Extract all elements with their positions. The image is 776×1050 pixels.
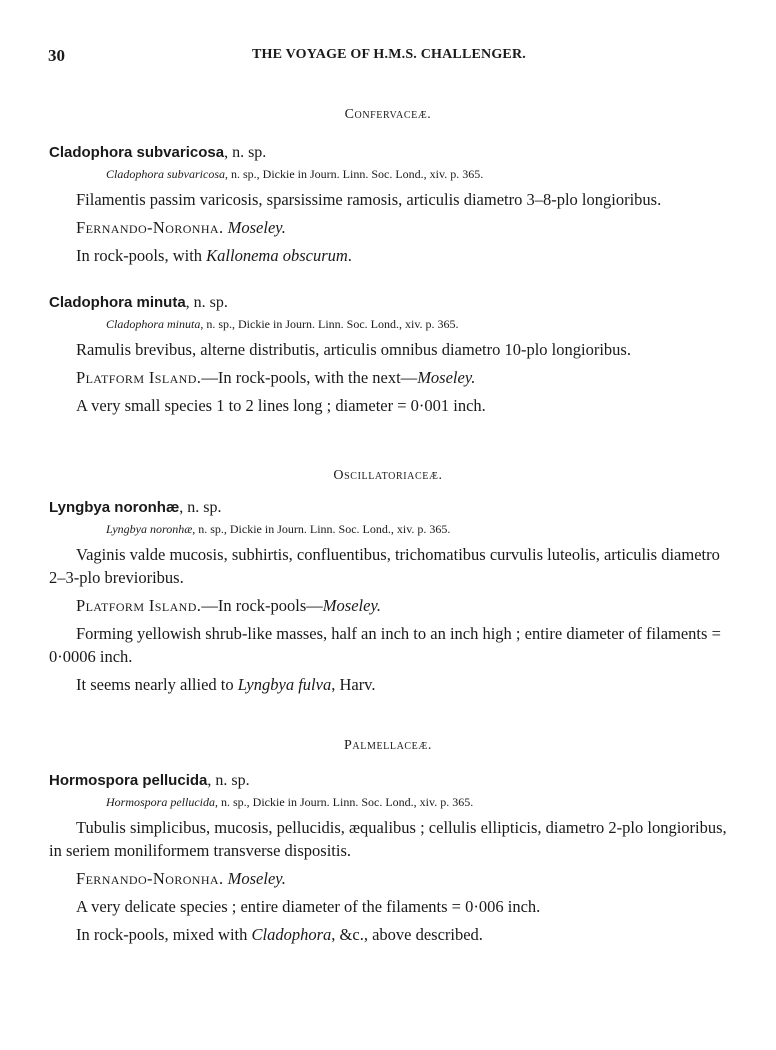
species-locality: Fernando-Noronha. Moseley. — [76, 218, 286, 237]
family-heading: Palmellaceæ. — [344, 738, 432, 753]
species-note: A very small species 1 to 2 lines long ; diameter = 0·001 inch. — [76, 396, 486, 415]
species-name: Cladophora minuta, n. sp. — [49, 294, 228, 311]
species-diagnosis: Vaginis valde mucosis, subhirtis, confluentibus, trichomatibus curvulis luteolis, articulis diametro 2–3-plo brevioribus. — [49, 545, 720, 587]
species-name: Lyngbya noronhæ, n. sp. — [49, 499, 222, 516]
species-diagnosis: Filamentis passim varicosis, sparsissime ramosis, articulis diametro 3–8-plo longioribus. — [76, 190, 662, 209]
species-entry — [49, 497, 736, 696]
species-citation: Cladophora subvaricosa, n. sp., Dickie in Journ. Linn. Soc. Lond., xiv. p. 365. — [106, 167, 484, 181]
species-entry — [49, 292, 736, 417]
species-locality: Platform Island.—In rock-pools, with the next—Moseley. — [76, 368, 476, 387]
species-name: Hormospora pellucida, n. sp. — [49, 772, 250, 789]
species-citation: Cladophora minuta, n. sp., Dickie in Journ. Linn. Soc. Lond., xiv. p. 365. — [106, 317, 459, 331]
species-entry — [49, 770, 736, 946]
species-locality: Platform Island.—In rock-pools—Moseley. — [76, 596, 381, 615]
species-note: In rock-pools, with Kallonema obscurum. — [76, 246, 352, 265]
species-citation: Lyngbya noronhæ, n. sp., Dickie in Journ. Linn. Soc. Lond., xiv. p. 365. — [106, 522, 451, 536]
running-title: THE VOYAGE OF H.M.S. CHALLENGER. — [252, 47, 526, 62]
page-number: 30 — [48, 46, 65, 65]
family-heading: Confervaceæ. — [344, 107, 432, 122]
species-locality: Fernando-Noronha. Moseley. — [76, 869, 286, 888]
species-name: Cladophora subvaricosa, n. sp. — [49, 144, 267, 161]
species-citation: Hormospora pellucida, n. sp., Dickie in Journ. Linn. Soc. Lond., xiv. p. 365. — [106, 795, 474, 809]
species-note: It seems nearly allied to Lyngbya fulva, Harv. — [76, 675, 376, 694]
species-entry — [49, 142, 736, 267]
page-header — [48, 46, 730, 68]
family-heading: Oscillatoriaceæ. — [333, 468, 443, 483]
species-diagnosis: Ramulis brevibus, alterne distributis, articulis omnibus diametro 10-plo longioribus. — [76, 340, 631, 359]
species-note: A very delicate species ; entire diameter of the filaments = 0·006 inch. — [76, 897, 541, 916]
species-note: Forming yellowish shrub-like masses, half an inch to an inch high ; entire diameter of filaments = 0·0006 inch. — [49, 624, 721, 666]
species-note: In rock-pools, mixed with Cladophora, &c., above described. — [76, 925, 483, 944]
species-diagnosis: Tubulis simplicibus, mucosis, pellucidis, æqualibus ; cellulis ellipticis, diametro 2-plo longioribus, in seriem moniliformem transverse dispositis. — [49, 818, 727, 860]
